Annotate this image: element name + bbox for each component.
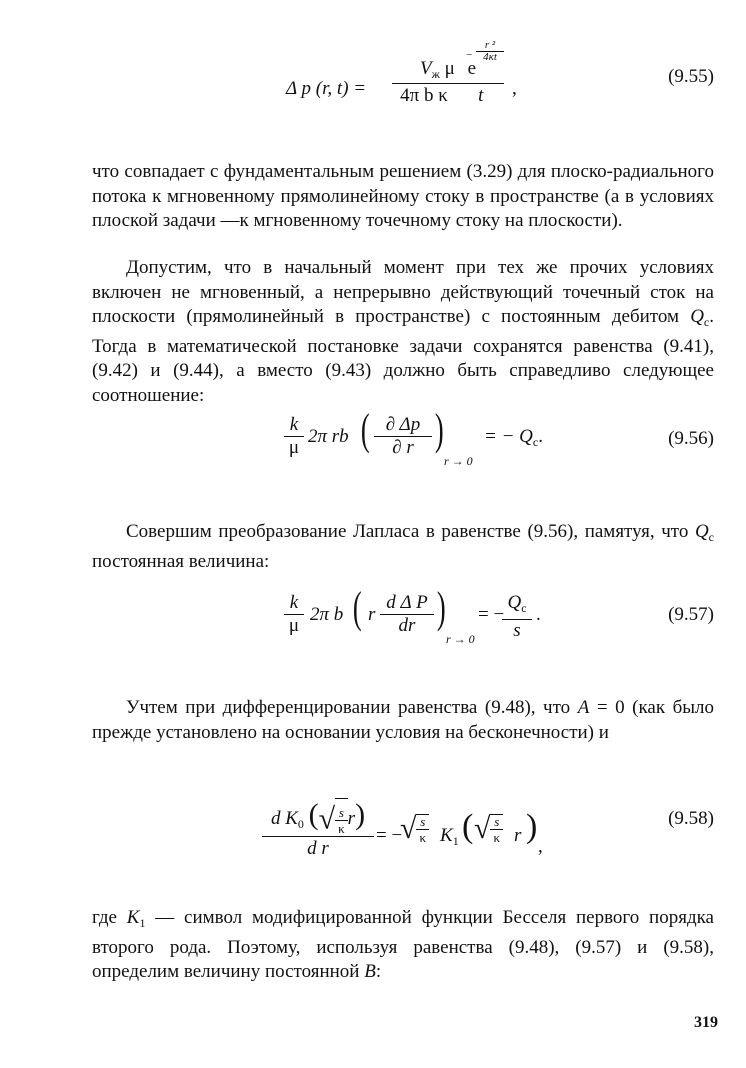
eq957-rhs-eq: = − [478,604,505,625]
paragraph-5-part-b: — символ модифицированной функции Бесселя первого порядка второго рода. Поэтому, используя равенства (9.48), (9.57) и (9.58), определим величину постоянной [92,907,714,982]
eq957-coef: 2π b [310,604,344,625]
eq958-k: K [440,825,453,846]
paragraph-2 [92,256,714,408]
eq958-paren-open-2: ( [462,808,474,845]
eq958-sqrt-3-inner [490,814,503,844]
paragraph-5-part-a: где [92,907,127,928]
eq956-rhs-text: = − Q [484,426,533,447]
eq955-number: (9.55) [668,66,714,87]
eq957-r: r [368,604,376,625]
paragraph-2-q-sub: c [703,315,710,329]
eq955-exp-den: 4κt [483,51,497,63]
eq958-radical-3: √ [474,812,491,845]
eq958-dnum: d K [270,808,298,829]
eq957-number: (9.57) [668,604,714,625]
eq957-rhs-num-sub: c [521,601,527,615]
eq957-dden: dr [398,615,416,636]
page-number: 319 [694,1014,718,1031]
eq958-r-1: r [347,808,356,829]
eq956-coef: 2π rb [308,426,349,447]
eq956-k: k [284,414,304,437]
paragraph-2-part-a: Допустим, что в начальный момент при тех же прочих условиях включен не мгновенный, а непрерывно действующий точечный сток на плоскости (прямолинейный в пространстве) с постоянным дебитом [92,257,714,327]
paragraph-3-part-b: постоянная величина: [92,550,270,572]
eq957-k: k [284,592,304,615]
eq956-rhs-sub: c [532,435,539,449]
eq958-sqrt-1-den: κ [338,821,345,837]
paragraph-5-k-sub: 1 [139,916,146,930]
eq958-sqrt-3-frac [490,815,503,844]
eq958-number: (9.58) [668,808,714,829]
paragraph-4-a: A [577,697,590,718]
eq958-sqrt-2-frac [416,815,429,844]
equation-9-57 [284,583,554,656]
paragraph-3-part-a: Совершим преобразование Лапласа в равенстве (9.56), памятуя, что [126,521,695,542]
eq956-right-paren: ) [434,405,444,454]
eq958-sqrt-2 [400,812,429,846]
eq958-k1 [440,825,459,849]
eq957-limit: r → 0 [446,632,475,646]
eq958-radical-1: √ [318,802,336,836]
paragraph-5-k: K [126,907,140,928]
eq957-rhs-fraction [502,592,532,642]
eq957-k-over-mu [284,592,304,637]
eq955-exp-num: r ² [476,40,504,52]
paragraph-2-part-b: . Тогда в математической постановке задачи сохранятся равенства (9.41), (9.42) и (9.44), а вместо (9.43) должно быть справедливо следующее соотношение: [92,306,714,406]
eq957-rhs-num-wrap [502,592,532,620]
eq956-rhs [484,426,543,450]
eq957-derivative [380,592,434,637]
eq957-left-paren: ( [352,583,362,632]
eq955-exp-minus: − [466,49,473,61]
eq955-num-sub: ж [431,67,440,81]
paragraph-4-part-a: Учтем при дифференцировании равенства (9.48), что [126,697,578,718]
eq958-sqrt-2-den: κ [419,830,427,845]
eq958-sqrt-2-num: s [416,815,429,830]
paragraph-2-q: Q [690,306,704,327]
eq956-limit: r → 0 [444,454,473,468]
eq958-tail: , [538,836,543,857]
paragraph-5 [92,906,714,985]
paragraph-1: что совпадает с фундаментальным решением (3.29) для плоско-радиального потока к мгновенному прямолинейному стоку в пространстве (а в условиях плоской задачи —к мгновенному точечному стоку на плоскости). [92,161,714,231]
paragraph-4-part-b: = 0 (как было прежде установлено на основании условия на бесконечности) и [92,697,714,743]
eq958-sqrt-1-inner [335,798,348,841]
eq955-exp-fraction [476,40,504,63]
eq958-dden: d r [307,838,329,859]
eq955-exp-base: e [467,58,477,79]
paragraph-3-q: Q [694,521,709,542]
equation-9-55 [286,40,526,120]
eq958-sqrt-3-den: κ [493,830,501,845]
eq957-rhs-num: Q [507,592,522,613]
eq958-paren-close-1: ) [355,798,366,831]
eq958-sqrt-1-frac [335,806,348,835]
eq958-paren-close-2: ) [526,808,538,845]
eq958-eq: = − [376,825,403,846]
eq955-tail: , [512,78,517,99]
eq958-sqrt-3 [474,812,503,846]
eq958-paren-open-1: ( [308,798,319,831]
eq958-derivative [262,794,374,861]
eq958-r-2: r [514,825,522,846]
eq955-num: V [419,58,432,79]
paragraph-3 [92,520,714,574]
eq958-k-sub: 1 [452,834,459,848]
eq957-right-paren: ) [436,583,446,632]
eq956-mu: μ [288,437,300,458]
eq958-dnum-wrap [262,794,374,837]
eq955-den: 4π b κ [400,85,448,106]
paragraph-4 [92,696,714,745]
eq956-dden: ∂ r [392,437,414,458]
eq956-number: (9.56) [668,428,714,449]
eq958-dnum-sub: 0 [297,817,304,831]
eq957-mu: μ [288,615,300,636]
eq958-sqrt-3-num: s [490,815,503,830]
eq958-sqrt-1 [319,798,348,841]
eq956-k-over-mu [284,414,304,459]
eq956-left-paren: ( [360,405,370,454]
eq955-den-t: t [478,85,484,106]
equation-9-58 [262,790,582,876]
eq955-main-fraction [392,58,504,107]
eq956-tail: . [538,426,543,447]
eq958-sqrt-2-inner [416,814,429,844]
eq958-radical-2: √ [400,812,417,845]
paragraph-3-q-sub: c [708,530,714,544]
eq955-lhs: Δ p (r, t) = [286,78,367,99]
eq957-rhs-den: s [513,620,521,641]
eq956-dnum: ∂ Δp [374,414,432,437]
paragraph-5-part-c: : [375,961,382,982]
eq957-dnum: d Δ P [380,592,434,615]
eq956-derivative [374,414,432,459]
eq957-tail: . [536,604,541,625]
equation-9-56 [284,405,544,480]
eq958-sqrt-1-num: s [335,806,348,821]
eq955-num-mu: μ [444,58,455,79]
paragraph-5-b: B [364,961,376,982]
